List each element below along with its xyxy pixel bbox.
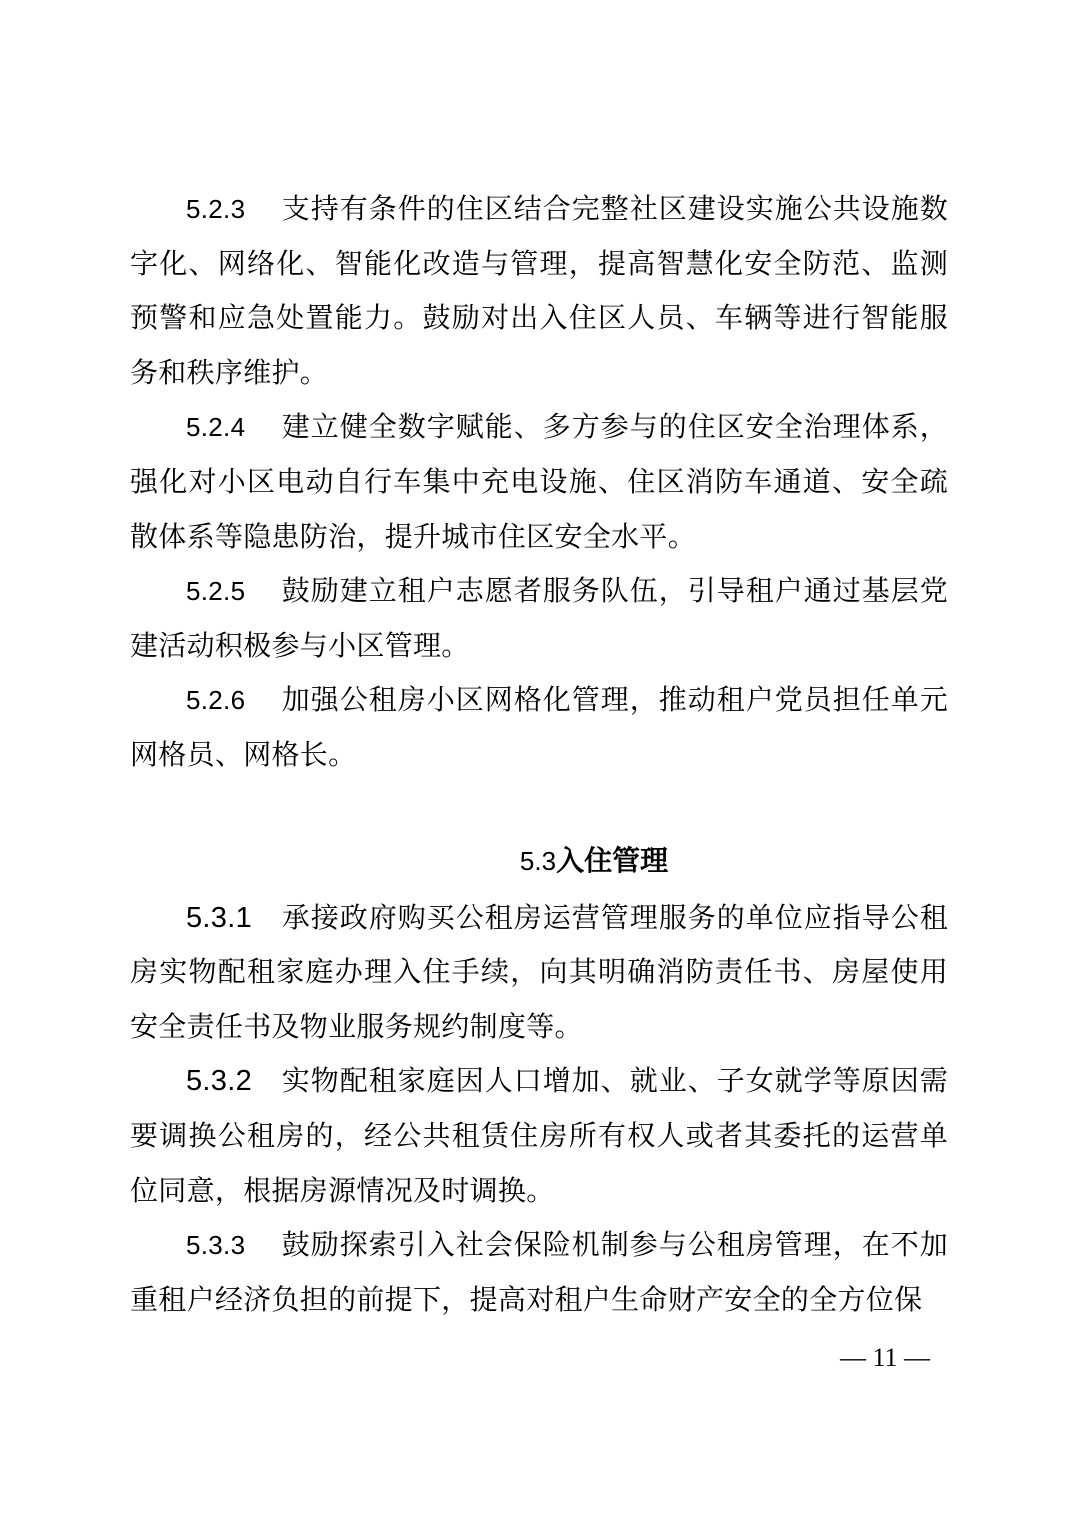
- clause-text: 加强公租房小区网格化管理，推动租户党员担任单元网格员、网格长。: [130, 683, 948, 771]
- section-title: 入住管理: [556, 843, 669, 877]
- clause-number: 5.2.3: [186, 194, 246, 224]
- clause-text: 实物配租家庭因人口增加、就业、子女就学等原因需要调换公租房的，经公共租赁住房所有权人或者其委托的运营单位同意，根据房源情况及时调换。: [130, 1064, 948, 1207]
- section-number: 5.3: [519, 845, 557, 876]
- section-heading: [130, 831, 948, 891]
- clause-5-3-1: [130, 891, 948, 1055]
- clause-text: 建立健全数字赋能、多方参与的住区安全治理体系，强化对小区电动自行车集中充电设施、住区消防车通道、安全疏散体系等隐患防治，提升城市住区安全水平。: [130, 410, 948, 553]
- clause-5-3-3: [130, 1218, 948, 1327]
- clause-number: 5.3.1: [186, 901, 252, 934]
- clause-number: 5.3.3: [186, 1230, 246, 1261]
- document-body: [130, 182, 948, 1327]
- clause-5-2-3: [130, 182, 948, 400]
- clause-number: 5.3.2: [186, 1065, 252, 1098]
- clause-text: 承接政府购买公租房运营管理服务的单位应指导公租房实物配租家庭办理入住手续，向其明确消防责任书、房屋使用安全责任书及物业服务规约制度等。: [130, 900, 948, 1043]
- clause-text: 鼓励建立租户志愿者服务队伍，引导租户通过基层党建活动积极参与小区管理。: [130, 574, 948, 662]
- clause-number: 5.2.4: [186, 412, 246, 443]
- clause-5-2-4: [130, 400, 948, 564]
- clause-5-2-6: [130, 673, 948, 782]
- clause-number: 5.2.6: [186, 685, 246, 716]
- page-number: — 11 —: [840, 1343, 931, 1372]
- clause-5-3-2: [130, 1054, 948, 1218]
- clause-5-2-5: [130, 564, 948, 673]
- clause-text: 鼓励探索引入社会保险机制参与公租房管理，在不加重租户经济负担的前提下，提高对租户生命财产安全的全方位保: [130, 1228, 948, 1316]
- clause-text: 支持有条件的住区结合完整社区建设实施公共设施数字化、网络化、智能化改造与管理，提高智慧化安全防范、监测预警和应急处置能力。鼓励对出入住区人员、车辆等进行智能服务和秩序维护。: [130, 192, 948, 389]
- clause-number: 5.2.5: [186, 576, 246, 607]
